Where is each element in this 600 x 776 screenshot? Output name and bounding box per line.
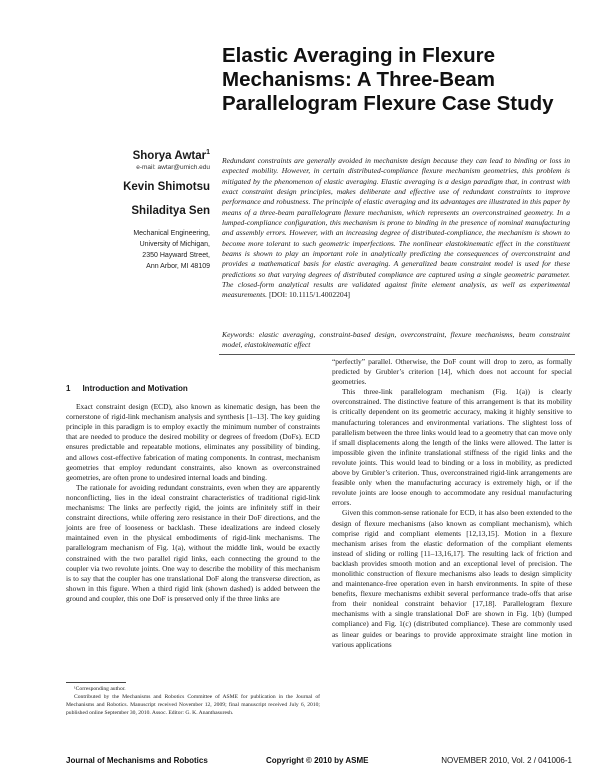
abstract-text: Redundant constraints are generally avoided in mechanism design because they can lead to binding or loss in expected mobility. However, in certain distributed-compliance flexure mechanism geometries, this problem is mitigated by the phenomenon of elastic averaging. Elastic averaging is a design paradigm that, in contrast with exact constraint design principles, makes deliberate and effective use of redundant constraints to improve performance and robustness. The principle of elastic averaging and its advantages are illustrated in this paper by means of a three-beam parallelogram flexure mechanism, which represents an overconstrained geometry. In a lumped-compliance configuration, this mechanism is prone to binding in the presence of nominal manufacturing and assembly errors. However, with an increasing degree of distributed-compliance, the mechanism is shown to become more tolerant to such geometric imperfections. The nonlinear elastokinematic effect in the constituent beams is shown to play an important role in analytically predicting the consequences of overconstraint and provides a mathematical basis for elastic averaging. A generalized beam constraint model is used for these predictions so that varying degrees of distributed compliance are captured using a single geometric parameter. The closed-form analytical results are validated against finite element analysis, as well as experimental measurements. bbox=[222, 156, 570, 300]
affiliation-line: 2350 Hayward Street, bbox=[142, 251, 210, 259]
paragraph: The rationale for avoiding redundant constraints, even when they are apparently nonconflicting, lies in the ideal constraint characteristics of traditional rigid-link mechanisms: The links are perfectly rigid, the joints are infinitely stiff in their constraint directions, while offering zero resistance in their DoF directions, and the joints are free of looseness or backlash. These idealizations are indeed closely maintained even in the physical embodiments of rigid-link mechanisms. The parallelogram mechanism of Fig. 1(a), without the middle link, would be exactly constrained with the two parallel rigid links, each connecting the ground to the coupler via two revolute joints. One way to describe the mobility of this mechanism is to say that the coupler has one translational DoF along the transverse direction, as shown in this figure. When a third rigid link (shown dashed) is added between the ground and coupler, this one DoF is preserved only if the three links are bbox=[66, 482, 320, 603]
affiliation-line: University of Michigan, bbox=[139, 240, 210, 248]
paragraph: Exact constraint design (ECD), also known as kinematic design, has been the cornerstone of rigid-link mechanism analysis and synthesis [1–13]. The key guiding principle in this paradigm is to employ exactly the minimum number of constraints that are needed to produce the desired mobility or degrees of freedom (DoFs). ECD ensures predictable and repeatable motions, eliminates any possibility of binding, and allows cost-effective fabrication of mating components. In contrast, mechanism geometries that employ redundant constraints, also known as overconstrained geometries, are often prone to undesired internal loads and binding. bbox=[66, 402, 320, 482]
right-column bbox=[332, 357, 572, 650]
left-column bbox=[66, 384, 320, 604]
author-name: Shiladitya Sen bbox=[131, 204, 210, 217]
section-heading: 1 Introduction and Motivation bbox=[66, 384, 188, 393]
doi-link[interactable]: [DOI: 10.1115/1.4002204] bbox=[268, 290, 351, 300]
affiliation bbox=[86, 228, 210, 272]
abstract bbox=[222, 156, 570, 301]
author-block bbox=[86, 146, 210, 272]
divider bbox=[219, 354, 575, 355]
paragraph: Given this common-sense rationale for ECD, it has also been extended to the design of flexure mechanisms (also known as compliant mechanism), which comprise rigid and compliant elements [12,13,15]. Motion in a flexure mechanism arises from the elastic deformation of the compliant elements instead of sliding or rolling [11–13,16,17]. The resulting lack of friction and backlash provides smooth motion and an exceptional level of precision. The monolithic construction of flexure mechanisms also leads to design simplicity and maintenance-free operation even in harsh environments. In spite of these benefits, flexure mechanisms exhibit several performance trade-offs that arise from their nonideal constraint behavior [17,18]. Parallelogram flexure mechanisms with a single translational DoF are shown in Fig. 1(b) (lumped compliance) and Fig. 1(c) (distributed compliance). These are commonly used as linear guides or bearings to provide approximate straight line motion in various applications bbox=[332, 508, 572, 649]
paragraph: “perfectly” parallel. Otherwise, the DoF count will drop to zero, as formally predicted by Grubler’s criterion [14], which does not account for special geometries. bbox=[332, 357, 572, 387]
footer-copyright: Copyright © 2010 by ASME bbox=[266, 756, 369, 765]
affiliation-line: Mechanical Engineering, bbox=[133, 229, 210, 237]
footer-issue: NOVEMBER 2010, Vol. 2 / 041006-1 bbox=[441, 756, 572, 765]
author-name: Shorya Awtar$^1$ bbox=[132, 149, 210, 162]
paper-title: Elastic Averaging in Flexure Mechanisms: A Three-Beam Parallelogram Flexure Case Study bbox=[222, 44, 554, 115]
keywords: Keywords: elastic averaging, constraint-based design, overconstraint, flexure mechanisms, beam constraint model, elastokinematic effect bbox=[222, 330, 570, 350]
footnote: ¹Corresponding author. bbox=[74, 686, 126, 692]
footnotes bbox=[66, 685, 320, 717]
author-footnote-mark: 1 bbox=[206, 149, 210, 156]
affiliation-line: Ann Arbor, MI 48109 bbox=[146, 262, 210, 270]
footer-journal: Journal of Mechanisms and Robotics bbox=[66, 756, 208, 765]
author-email[interactable]: e-mail: awtar@umich.edu bbox=[136, 163, 210, 171]
footnote-rule bbox=[66, 682, 126, 683]
footnote: Contributed by the Mechanisms and Robotics Committee of ASME for publication in the Journal of Mechanisms and Robotics. Manuscript received November 12, 2009; final manuscript received July 6, 2010; published online September 30, 2010. Assoc. Editor: G. K. Ananthasuresh. bbox=[66, 694, 320, 716]
author-name: Kevin Shimotsu bbox=[123, 180, 210, 193]
paragraph: This three-link parallelogram mechanism (Fig. 1(a)) is clearly overconstrained. The distinctive feature of this arrangement is that its mobility is critically dependent on its geometric accuracy, making it highly sensitive to manufacturing tolerances and environmental variations. The slightest loss of parallelism between the three links would lead to a geometry that can move only if small displacements along the length of the links were allowed. The latter is impossible given the infinite translational stiffness of the rigid links and the revolute joints. This would lead to binding or a loss in mobility, as predicted above by Grubler’s criterion. Thus, overconstrained rigid-link arrangements are feasible only when the manufacturing accuracy is extremely high, or if the revolute joints are loose enough to accommodate any residual manufacturing errors. bbox=[332, 387, 572, 508]
